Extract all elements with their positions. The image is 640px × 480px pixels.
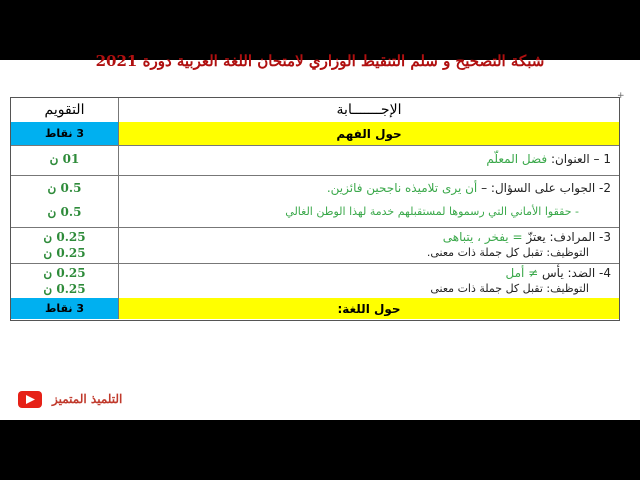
- answer-cell: [118, 227, 619, 263]
- table-row-q4: [11, 263, 619, 299]
- answer-text: - حققوا الأماني التي رسموها لمستقبلهم خدمة لهذا الوطن الغالي: [285, 205, 579, 218]
- score-value: 0.25 ن: [43, 246, 86, 260]
- score-value: 0.5 ن: [47, 181, 82, 195]
- question-text: 1 – العنوان:: [547, 152, 611, 166]
- answer-header: الإجـــــــابة: [118, 98, 619, 122]
- score-cell: [11, 263, 118, 298]
- question-text: 3- المرادف: يعتزّ: [522, 230, 611, 244]
- answer-cell: [118, 263, 619, 298]
- answer-cell: [118, 175, 619, 227]
- channel-watermark: التلميذ المتميز: [52, 392, 123, 406]
- answer-text: = يفخر ، يتباهى: [442, 230, 523, 244]
- answer-text: ≠ أمل: [505, 266, 539, 280]
- section-label: حول الفهم: [118, 122, 619, 145]
- score-value: 0.25 ن: [43, 282, 86, 296]
- score-value: 0.25 ن: [43, 266, 86, 280]
- score-cell: [11, 175, 118, 227]
- section-row-language: [11, 298, 619, 319]
- table-move-handle[interactable]: +: [617, 91, 625, 101]
- section-points: 3 نقاط: [11, 122, 118, 145]
- youtube-logo-icon: [18, 391, 42, 408]
- answer-text: فضل المعلّم: [486, 152, 548, 166]
- table-header-row: [11, 98, 619, 123]
- section-label: حول اللغة:: [118, 298, 619, 319]
- table-row-q2: [11, 175, 619, 228]
- score-cell: [11, 227, 118, 263]
- section-points: 3 نقاط: [11, 298, 118, 319]
- score-value: 01 ن: [49, 152, 80, 166]
- table-row-q1: [11, 145, 619, 176]
- question-text: 4- الضد: يأس: [538, 266, 611, 280]
- answer-text: أن يرى تلاميذه ناجحين فائزين.: [326, 181, 478, 195]
- page-title: شبكة التصحيح و سلم التنقيط الوزاري لامتحان اللغة العربية دورة 2021: [95, 52, 545, 70]
- score-header: التقويم: [44, 102, 85, 118]
- grading-table: [10, 97, 620, 321]
- answer-cell: [118, 145, 619, 175]
- score-cell: [11, 145, 118, 175]
- usage-text: التوظيف: تقبل كل جملة ذات معنى: [430, 282, 589, 295]
- table-row-q3: [11, 227, 619, 264]
- usage-text: التوظيف: تقبل كل جملة ذات معنى.: [426, 246, 589, 259]
- score-value: 0.5 ن: [47, 205, 82, 219]
- question-text: 2- الجواب على السؤال: –: [477, 181, 611, 195]
- section-row-comprehension: [11, 122, 619, 146]
- score-value: 0.25 ن: [43, 230, 86, 244]
